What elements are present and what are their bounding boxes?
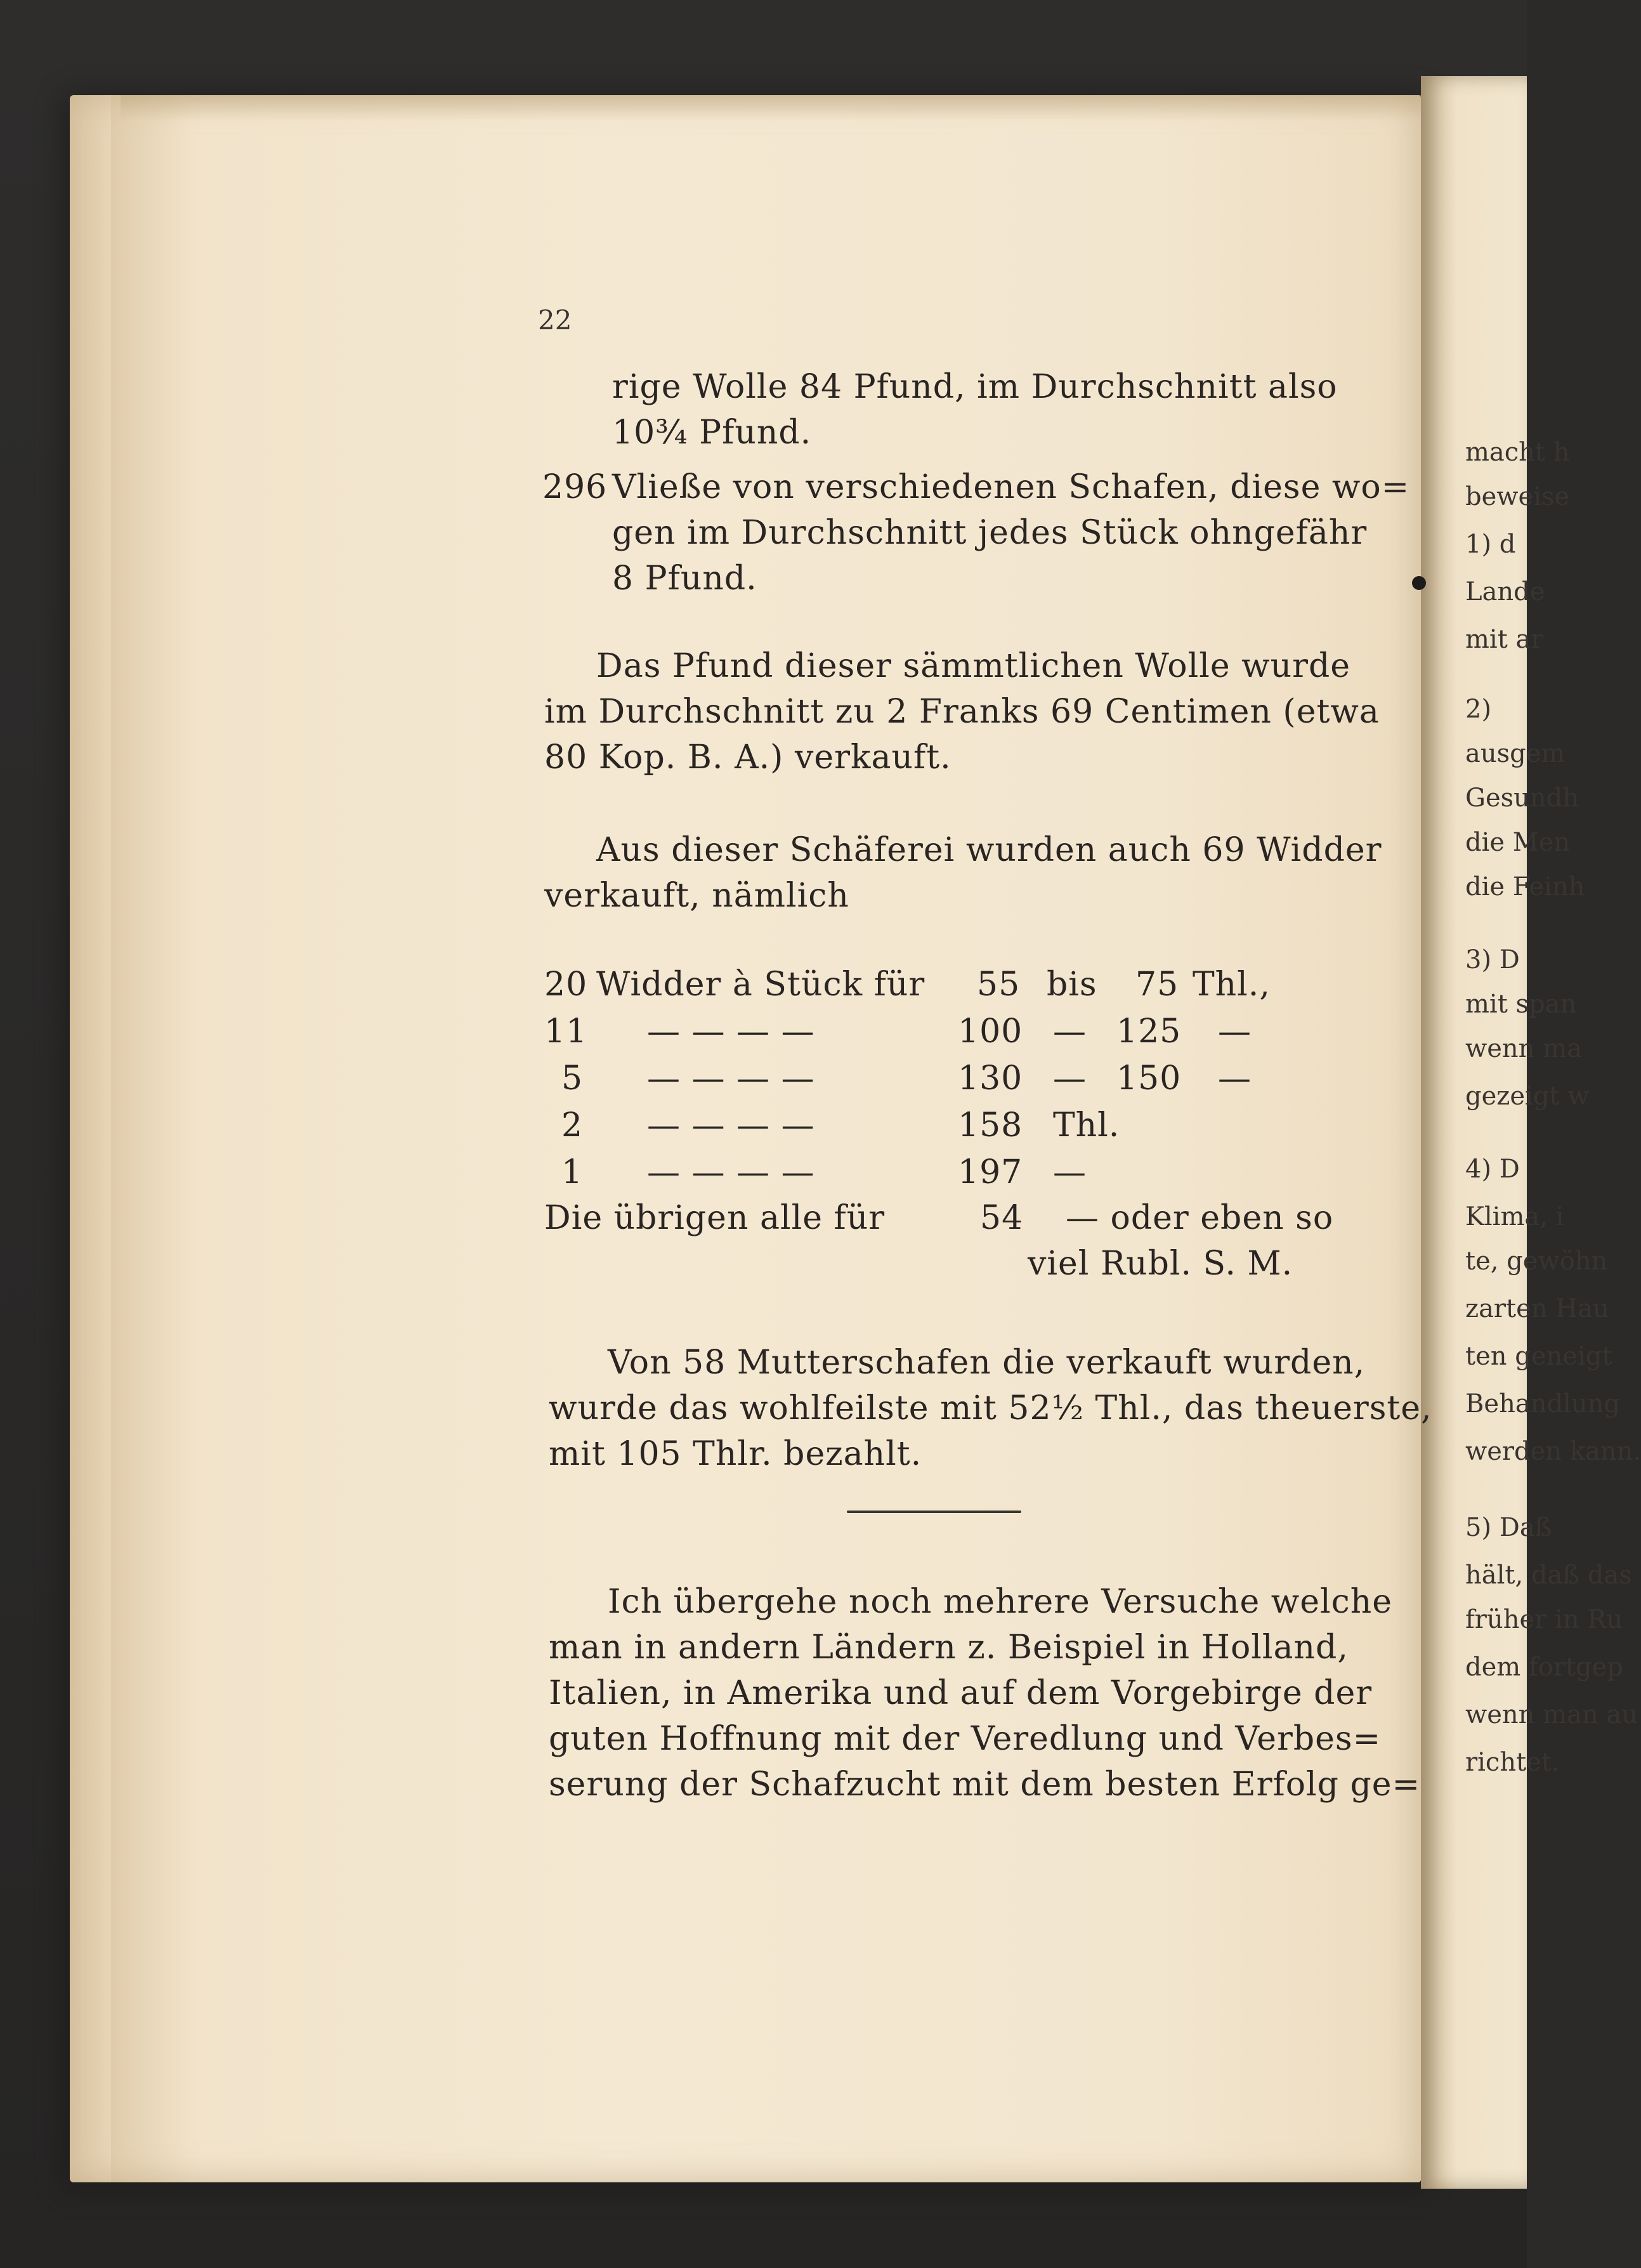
next-page-fragment: die Men xyxy=(1465,828,1571,857)
table-count: 5 xyxy=(561,1059,584,1098)
table-from: 158 xyxy=(958,1106,1023,1144)
gutter-mark xyxy=(1412,576,1426,590)
next-page-fragment: 1) d xyxy=(1465,530,1516,559)
next-page-fragment: früher in Ru xyxy=(1465,1605,1623,1634)
table-desc: Widder à Stück für xyxy=(596,966,925,1004)
text-line: rige Wolle 84 Pfund, im Durchschnitt also xyxy=(612,368,1338,406)
page-edge-shading xyxy=(111,95,187,2182)
table-count: 11 xyxy=(544,1013,588,1051)
table-desc: — — — — xyxy=(647,1106,815,1144)
next-page xyxy=(1421,76,1641,2189)
next-page-fragment: te, gewöhn xyxy=(1465,1247,1608,1276)
table-from: 130 xyxy=(958,1059,1023,1098)
table-from: 100 xyxy=(958,1013,1023,1051)
table-count: 1 xyxy=(561,1153,584,1191)
table-sep: — xyxy=(1053,1153,1087,1191)
text-line xyxy=(612,368,1338,406)
next-page-fragment: 2) xyxy=(1465,695,1492,724)
table-desc: — — — — xyxy=(647,1013,815,1051)
next-page-fragment: wenn ma xyxy=(1465,1034,1582,1063)
section-divider xyxy=(847,1511,1021,1513)
table-desc: — — — — xyxy=(647,1153,815,1191)
table-count: 2 xyxy=(561,1106,584,1144)
table-to: 75 xyxy=(1135,966,1179,1004)
table-sep: bis xyxy=(1047,966,1097,1004)
table-unit: — xyxy=(1218,1013,1252,1051)
next-page-fragment: Behandlung xyxy=(1465,1389,1620,1419)
next-page-fragment: ten geneigt xyxy=(1465,1342,1612,1371)
next-page-fragment: wenn man au xyxy=(1465,1700,1638,1729)
next-page-fragment: richtet. xyxy=(1465,1748,1560,1777)
table-rest-label: Die übrigen alle für xyxy=(544,1199,886,1237)
table-from: 55 xyxy=(977,966,1021,1004)
next-page-fragment: Klima, i xyxy=(1465,1202,1564,1231)
table-rest-tail: — oder eben so xyxy=(1066,1199,1334,1237)
text-line: guten Hoffnung mit der Veredlung und Verbes= xyxy=(549,1720,1382,1758)
text-line: im Durchschnitt zu 2 Franks 69 Centimen (etwa xyxy=(544,693,1380,731)
text-line: verkauft, nämlich xyxy=(544,877,849,915)
table-count: 20 xyxy=(544,966,588,1004)
table-rest-tail: viel Rubl. S. M. xyxy=(1028,1245,1293,1283)
text-line: Italien, in Amerika und auf dem Vorgebirge der xyxy=(549,1674,1373,1712)
table-from: 197 xyxy=(958,1153,1023,1191)
next-page-fragment: ausgem xyxy=(1465,739,1566,768)
text-line: Ich übergehe noch mehrere Versuche welche xyxy=(608,1583,1393,1621)
next-page-fragment: Lande xyxy=(1465,577,1545,606)
table-rest-value: 54 xyxy=(980,1199,1024,1237)
text-line: Vließe von verschiedenen Schafen, diese wo= xyxy=(612,468,1410,506)
next-page-fragment: mit span xyxy=(1465,990,1577,1019)
table-to: 150 xyxy=(1116,1059,1182,1098)
next-page-fragment: Gesundh xyxy=(1465,783,1579,813)
text-line: mit 105 Thlr. bezahlt. xyxy=(549,1435,922,1473)
text-line: serung der Schafzucht mit dem besten Erfolg ge= xyxy=(549,1766,1421,1804)
next-page-fragment: 3) D xyxy=(1465,945,1520,974)
text-line: 10¾ Pfund. xyxy=(612,414,812,452)
text-line: Das Pfund dieser sämmtlichen Wolle wurde xyxy=(596,647,1351,685)
table-sep: — xyxy=(1053,1059,1087,1098)
table-desc: — — — — xyxy=(647,1059,815,1098)
next-page-fragment: hält, daß das xyxy=(1465,1561,1632,1590)
next-page-fragment: gezeigt w xyxy=(1465,1082,1590,1111)
page-top-edge xyxy=(121,95,1421,121)
table-to: 125 xyxy=(1116,1013,1182,1051)
text-line: wurde das wohlfeilste mit 52½ Thl., das theuerste, xyxy=(549,1389,1432,1427)
table-sep: Thl. xyxy=(1053,1106,1120,1144)
next-page-fragment: werden kann. xyxy=(1465,1437,1641,1466)
text-line: Von 58 Mutterschafen die verkauft wurden, xyxy=(608,1344,1366,1382)
text-line: 8 Pfund. xyxy=(612,560,757,598)
next-page-fragment: 4) D xyxy=(1465,1155,1520,1184)
line-number: 296 xyxy=(542,468,608,506)
next-page-fragment: zarten Hau xyxy=(1465,1294,1609,1323)
next-page-fragment: die Feinh xyxy=(1465,872,1585,901)
next-page-fragment: beweise xyxy=(1465,482,1570,511)
table-sep: — xyxy=(1053,1013,1087,1051)
next-page-fragment: 5) Daß xyxy=(1465,1513,1552,1542)
table-unit: — xyxy=(1218,1059,1252,1098)
next-page-fragment: mit ar xyxy=(1465,625,1543,654)
text-line: 80 Kop. B. A.) verkauft. xyxy=(544,738,951,777)
page-number: 22 xyxy=(538,305,572,336)
table-unit: Thl., xyxy=(1193,966,1271,1004)
text-line: gen im Durchschnitt jedes Stück ohngefähr xyxy=(612,514,1368,552)
next-page-fragment: dem fortgep xyxy=(1465,1653,1623,1682)
text-line: Aus dieser Schäferei wurden auch 69 Widder xyxy=(596,831,1382,869)
next-page-fragment: macht h xyxy=(1465,438,1570,467)
text-line: man in andern Ländern z. Beispiel in Holland, xyxy=(549,1629,1349,1667)
